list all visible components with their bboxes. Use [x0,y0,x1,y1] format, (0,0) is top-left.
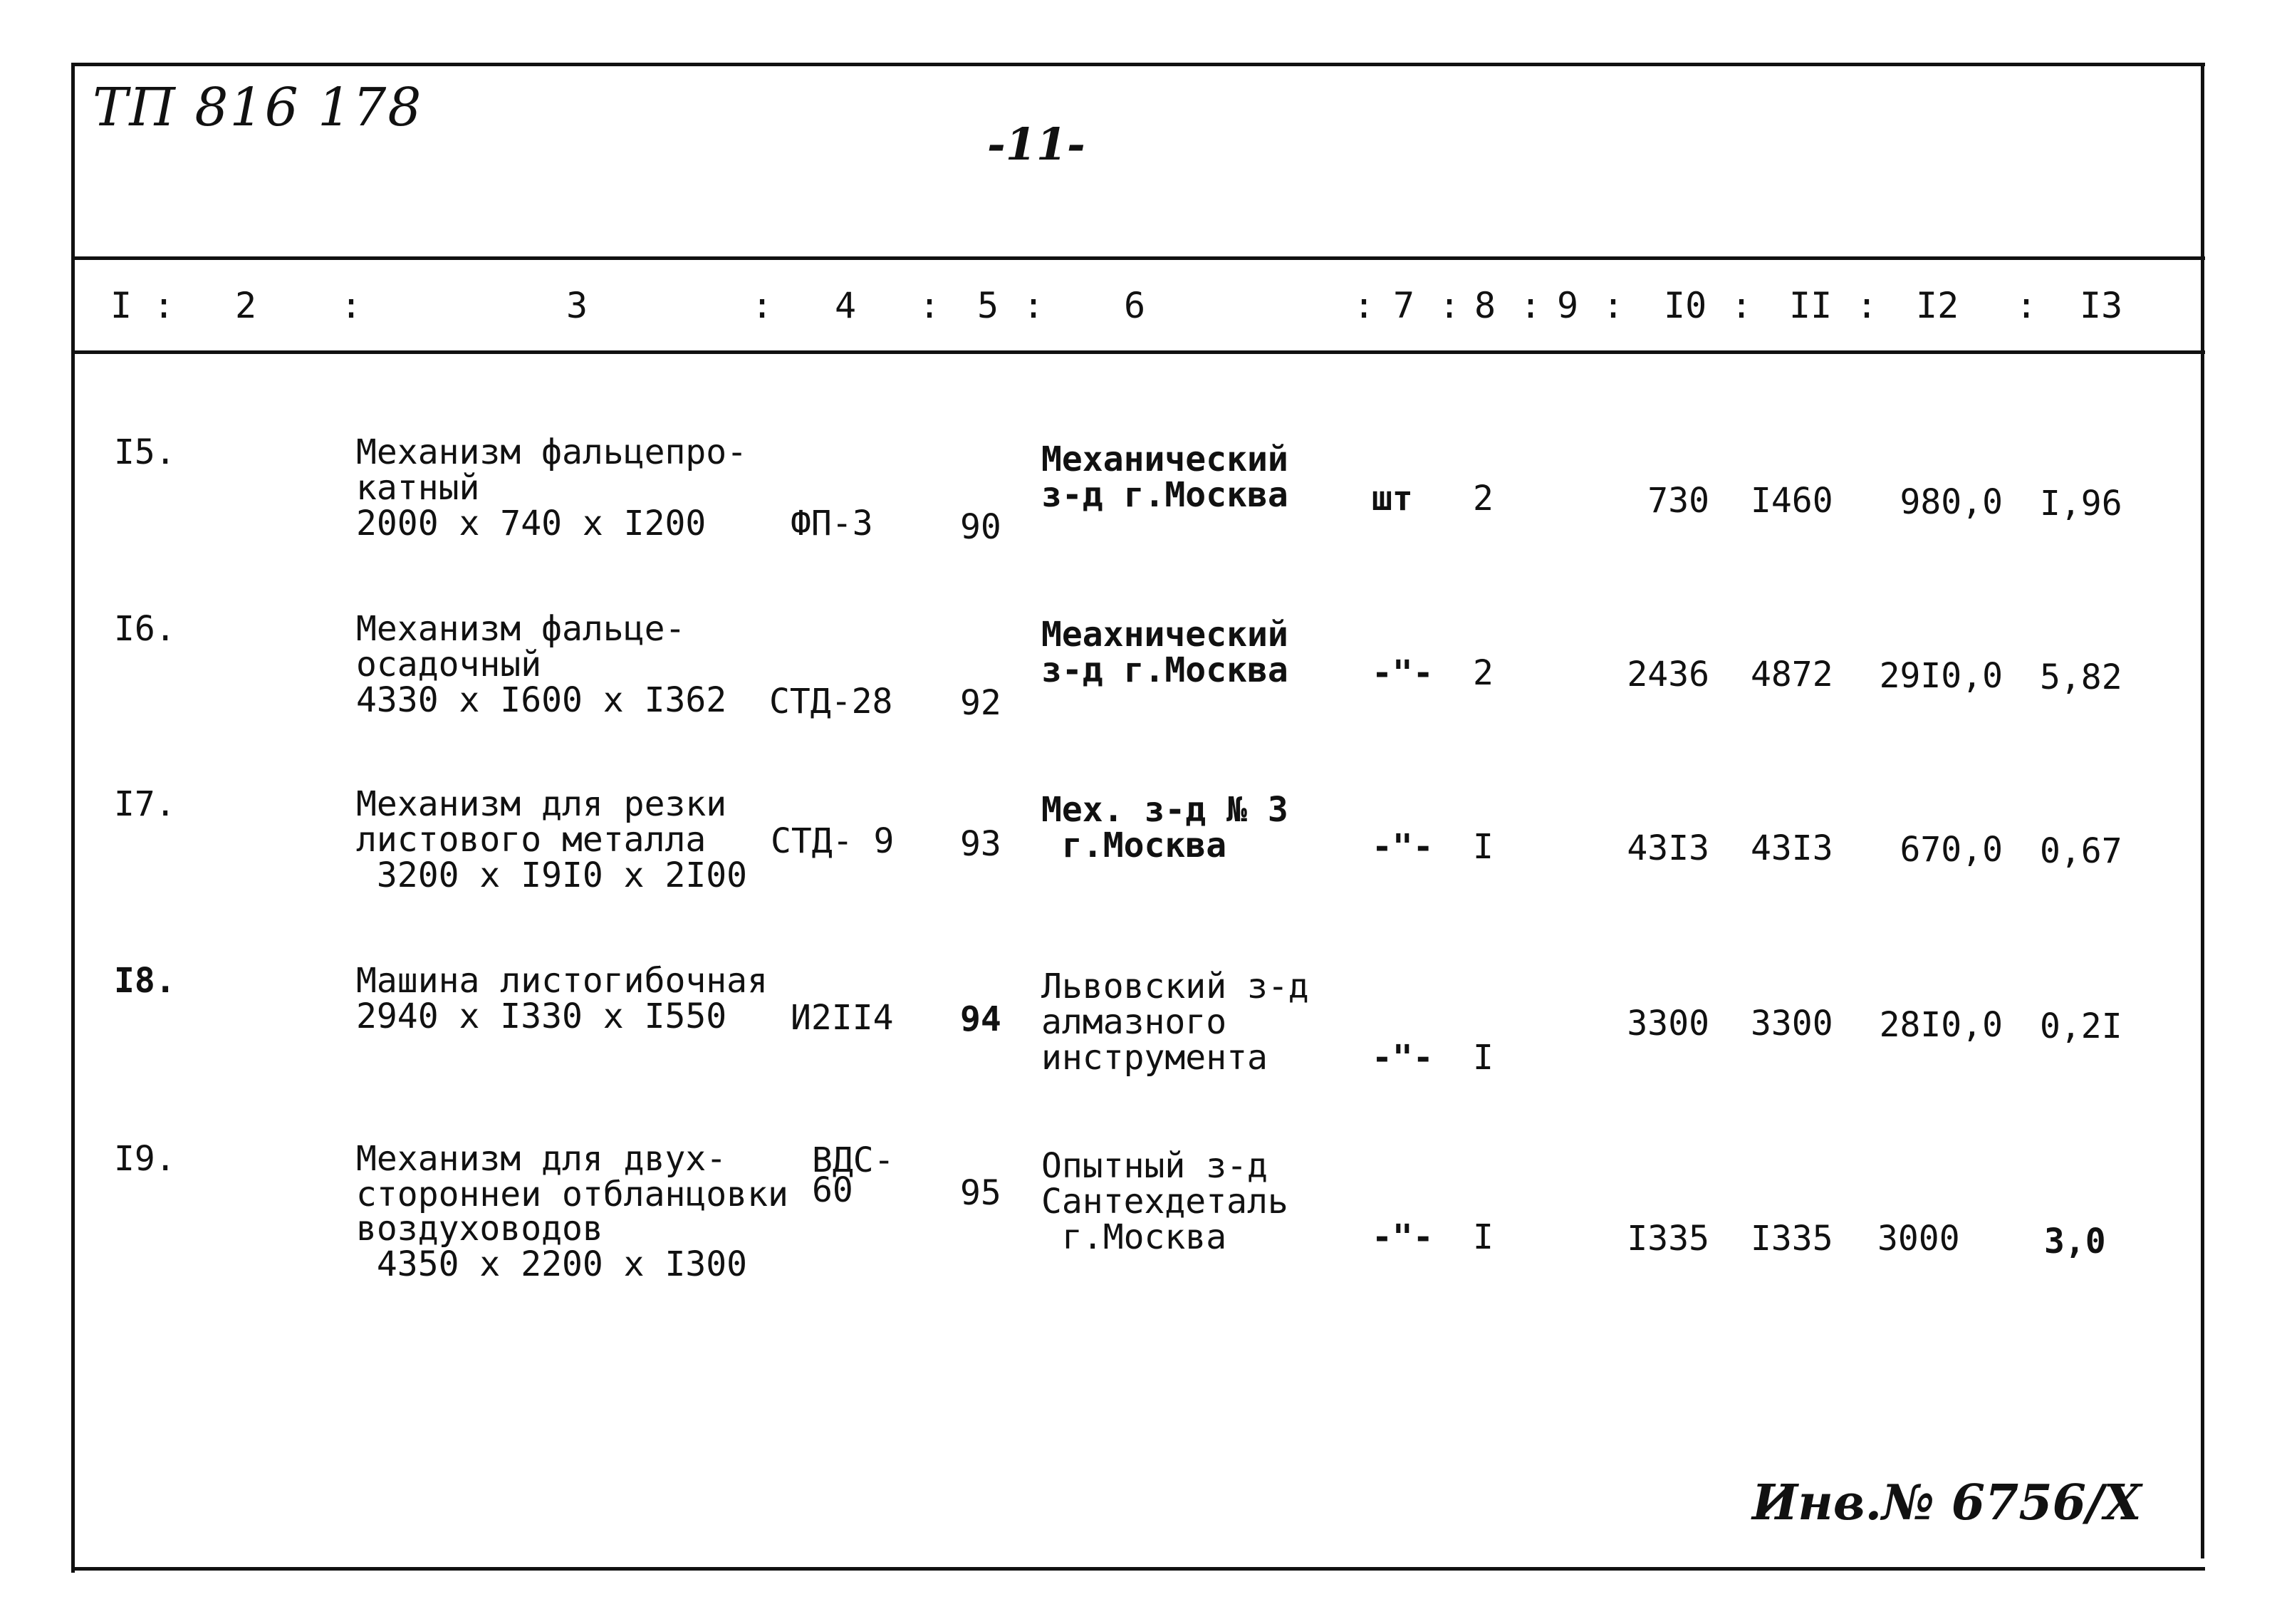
equipment-model: СТД-28 [769,682,893,722]
manufacturer-line: алмазного [1041,1002,1227,1042]
column-number: 5 [977,285,999,326]
equipment-name-line: Механизм для двух- [356,1139,727,1179]
equipment-name-line: Машина листогибочная [356,961,768,1001]
equipment-dimensions: 4350 х 2200 х I300 [356,1244,748,1284]
col12-value: 670,0 [1900,830,2003,870]
col10-value: 3300 [1627,1004,1709,1043]
column-separator: : [1856,285,1878,326]
quantity: I [1473,827,1494,867]
position-number: 94 [960,999,1001,1039]
col11-value: 43I3 [1751,828,1833,868]
quantity: 2 [1473,653,1494,693]
position-number: 93 [960,824,1001,864]
equipment-name-line: воздуховодов [356,1209,603,1249]
col13-value: 3,0 [2044,1222,2106,1261]
column-number: 3 [566,285,588,326]
manufacturer-line: з-д г.Москва [1041,650,1288,690]
row-number: I7. [114,784,176,824]
col13-value: 5,82 [2040,657,2122,697]
quantity: I [1473,1217,1494,1257]
equipment-name-line: Механизм фальцепро- [356,432,748,472]
column-separator: : [919,285,941,326]
column-separator: : [1731,285,1753,326]
equipment-name-line: осадочный [356,645,542,685]
equipment-model: 60 [812,1170,853,1210]
column-number: I3 [2080,285,2123,326]
manufacturer-line: Сантехдеталь [1041,1182,1288,1222]
manufacturer-line: Меахнический [1041,615,1288,655]
column-number: 9 [1557,285,1579,326]
manufacturer-line: г.Москва [1041,1217,1227,1257]
row-number: I8. [114,961,176,1001]
frame-left-line [71,63,75,1573]
col13-value: 0,67 [2040,831,2122,871]
column-separator: : [1023,285,1045,326]
equipment-dimensions: 2940 х I330 х I550 [356,996,727,1036]
quantity: 2 [1473,479,1494,519]
column-number: I [110,285,132,326]
column-number: 2 [235,285,257,326]
quantity: I [1473,1038,1494,1078]
page-number: -11- [987,118,1085,170]
manufacturer-line: инструмента [1041,1038,1268,1078]
col12-value: 980,0 [1900,482,2003,522]
col11-value: I460 [1751,481,1833,521]
column-number: II [1789,285,1833,326]
manufacturer-line: з-д г.Москва [1041,475,1288,515]
frame-top-line [71,63,2205,66]
col11-value: 4872 [1751,655,1833,694]
col11-value: I335 [1751,1219,1833,1259]
equipment-name-line: стороннеи отбланцовки [356,1175,788,1214]
position-number: 95 [960,1173,1001,1213]
document-code: ТП 816 178 [93,77,423,138]
column-number: I0 [1664,285,1707,326]
column-separator: : [1353,285,1375,326]
col10-value: I335 [1627,1219,1709,1259]
column-number: 4 [835,285,857,326]
position-number: 90 [960,507,1001,547]
column-number: I2 [1916,285,1959,326]
position-number: 92 [960,683,1001,723]
equipment-model: ВДС- [812,1140,895,1180]
row-number: I6. [114,609,176,649]
equipment-name-line: листового металла [356,820,707,860]
unit: -"- [1372,827,1434,867]
equipment-model: ФП-3 [791,504,873,543]
col13-value: I,96 [2040,484,2122,524]
header-bottom-line [71,350,2205,354]
col12-value: 29I0,0 [1879,656,2003,696]
column-separator: : [1520,285,1542,326]
equipment-name-line: катный [356,468,480,508]
column-separator: : [751,285,773,326]
manufacturer-line: Опытный з-д [1041,1146,1268,1186]
row-number: I9. [114,1139,176,1179]
column-separator: : [1439,285,1461,326]
frame-bottom-line [71,1567,2205,1571]
col10-value: 730 [1647,481,1709,521]
column-number: 6 [1124,285,1146,326]
unit: -"- [1372,1038,1434,1078]
unit: -"- [1372,1217,1434,1257]
column-separator: : [1603,285,1625,326]
equipment-dimensions: 2000 х 740 х I200 [356,504,707,543]
inventory-mark: Инв.№ 6756/Х [1752,1474,2142,1531]
manufacturer-line: г.Москва [1041,826,1227,865]
col10-value: 43I3 [1627,828,1709,868]
manufacturer-line: Львовский з-д [1041,967,1309,1006]
col13-value: 0,2I [2040,1006,2122,1046]
col11-value: 3300 [1751,1004,1833,1043]
col12-value: 3000 [1877,1219,1960,1259]
manufacturer-line: Механический [1041,439,1288,479]
column-separator: : [340,285,363,326]
column-separator: : [153,285,175,326]
equipment-dimensions: 3200 х I9I0 х 2I00 [356,855,748,895]
column-separator: : [2016,285,2038,326]
header-top-line [71,256,2205,260]
manufacturer-line: Мех. з-д № 3 [1041,790,1288,830]
col10-value: 2436 [1627,655,1709,694]
column-number: 7 [1393,285,1415,326]
col12-value: 28I0,0 [1879,1005,2003,1045]
unit: -"- [1372,653,1434,693]
equipment-dimensions: 4330 х I600 х I362 [356,680,727,720]
equipment-name-line: Механизм фальце- [356,609,686,649]
equipment-model: СТД- 9 [771,821,895,861]
unit: шт [1372,479,1413,519]
equipment-name-line: Механизм для резки [356,784,727,824]
equipment-model: И2II4 [791,998,894,1038]
row-number: I5. [114,432,176,472]
frame-right-line [2201,63,2204,1558]
column-number: 8 [1474,285,1496,326]
